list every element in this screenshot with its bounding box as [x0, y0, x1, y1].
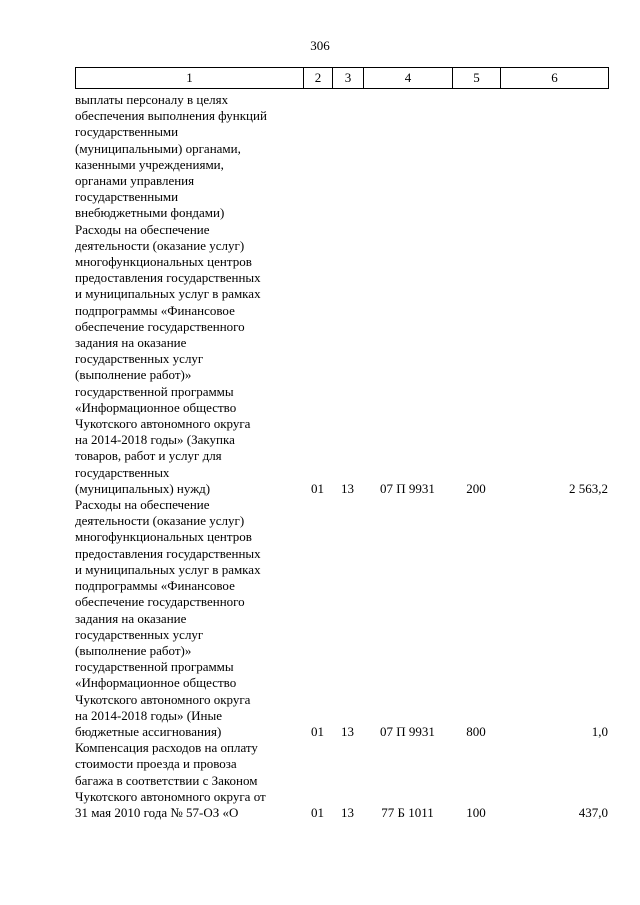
row-expense-type: 800	[466, 723, 486, 739]
row-subsection: 13	[341, 480, 354, 496]
row-amount: 1,0	[591, 723, 608, 739]
row-subsection: 13	[341, 723, 354, 739]
row-target-code: 07 П 9931	[380, 723, 435, 739]
column-header-row	[76, 68, 609, 89]
row-section: 01	[311, 480, 324, 496]
column-header-6: 6	[501, 68, 609, 89]
page-number: 306	[310, 38, 330, 53]
row-description: Компенсация расходов на оплату стоимости проезда и провоза багажа в соответствии с Законом Чукотского автономного округа от 31 мая 2010 года № 57-ОЗ «О	[75, 740, 266, 820]
row-amount: 2 563,2	[569, 480, 608, 496]
column-header-3: 3	[333, 68, 364, 89]
row-description: выплаты персоналу в целях обеспечения выполнения функций государственными (муниципальными) органами, казенными учреждениями, органами управления государственными внебюджетными фондами)	[75, 92, 267, 221]
table-body	[75, 92, 608, 821]
table-row	[75, 222, 608, 497]
column-header-2: 2	[304, 68, 333, 89]
row-description: Расходы на обеспечение деятельности (оказание услуг) многофункциональных центров предоставления государственных и муниципальных услуг в рамках подпрограммы «Финансовое обеспечение государственного задания на оказание государственных услуг (выполнение работ)» государственной программы «Информационное общество Чукотского автономного округа на 2014-2018 годы» (Закупка товаров, работ и услуг для государственных (муниципальных) нужд)	[75, 221, 261, 496]
row-target-code: 07 П 9931	[380, 480, 435, 496]
column-header-table	[75, 67, 609, 89]
table-row	[75, 497, 608, 740]
table-row	[75, 740, 608, 821]
column-header-5: 5	[453, 68, 501, 89]
row-target-code: 77 Б 1011	[381, 804, 434, 820]
column-header-1: 1	[76, 68, 304, 89]
column-header-4: 4	[364, 68, 453, 89]
row-section: 01	[311, 723, 324, 739]
row-description: Расходы на обеспечение деятельности (оказание услуг) многофункциональных центров предоставления государственных и муниципальных услуг в рамках подпрограммы «Финансовое обеспечение государственного задания на оказание государственных услуг (выполнение работ)» государственной программы «Информационное общество Чукотского автономного округа на 2014-2018 годы» (Иные бюджетные ассигнования)	[75, 497, 261, 739]
row-expense-type: 200	[466, 480, 486, 496]
table-row	[75, 92, 608, 222]
row-expense-type: 100	[466, 804, 486, 820]
row-amount: 437,0	[578, 804, 608, 820]
row-section: 01	[311, 804, 324, 820]
row-subsection: 13	[341, 804, 354, 820]
